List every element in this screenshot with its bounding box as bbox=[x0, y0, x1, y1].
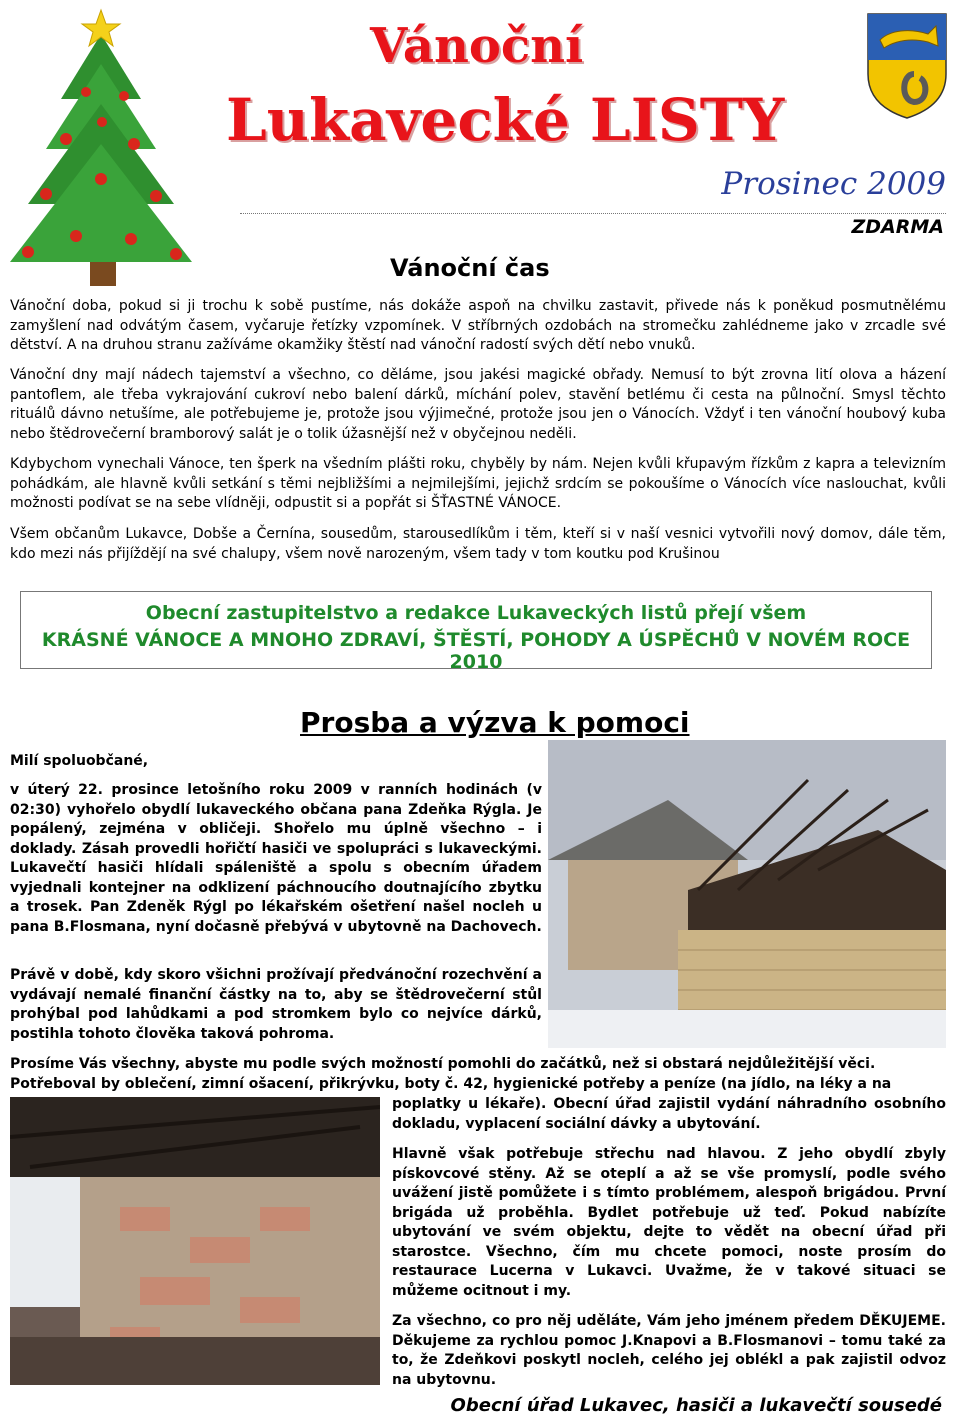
greeting-line1: Obecní zastupitelstvo a redakce Lukaveckých listů přejí všem bbox=[145, 602, 807, 624]
article-heading-christmas-time: Vánoční čas bbox=[390, 254, 550, 282]
appeal-paragraph: Hlavně však potřebuje střechu nad hlavou. Z jeho obydlí zbyly pískovcové stěny. Až se oteplí a až se vše promyslí, podle svého uvážení jistě pomůžete i s tímto problémem, alespoň brigádou. První brigáda už proběhla. Bydlet potřebuje už teď. Pokud nabízíte ubytování ve svém objektu, dejte to vědět na obecní úřad při starostce. Všechno, čím mu chcete pomoci, noste prosím do restaurace Lucerna v Lukavci. Uvažme, že v takové situaci se můžeme ocitnout i my. bbox=[392, 1146, 946, 1299]
christmas-tree-illustration bbox=[6, 4, 196, 289]
appeal-paragraph: v úterý 22. prosince letošního roku 2009 v ranních hodinách (v 02:30) vyhořelo obydlí lukaveckého občana pana Zdeňka Rýgla. Je popálený, zejména v obličeji. Shořelo mu úplně všechno – i doklady. Zásah provedli hořičtí hasiči ve spolupráci s lukaveckými. Lukavečtí hasiči hlídali spáleniště a spolu s obecním úřadem vyjednali kontejner na odklizení páchnoucího doutnajícího zbytku a trosek. Pan Zdeněk Rýgl po lékařském ošetření našel nocleh u pana B.Flosmana, nyní dočasně přebývá v ubytovně na Dachovech. bbox=[10, 782, 542, 935]
burned-interior-photo bbox=[10, 1097, 380, 1385]
appeal-paragraph-line2: Potřeboval by oblečení, zimní ošacení, přikrývku, boty č. 42, hygienické potřeby a peníze (na jídlo, na léky a na bbox=[10, 1076, 892, 1092]
christmas-greeting-box bbox=[20, 591, 932, 673]
appeal-paragraph: Právě v době, kdy skoro všichni prožívají předvánoční rozechvění a vydávají nemalé finanční částky na to, aby se štědrovečerní stůl prohýbal pod lahůdkami a pod stromkem bylo co nejvíce dárků, postihla tohoto člověka taková pohroma. bbox=[10, 967, 542, 1042]
coat-of-arms-emblem bbox=[866, 12, 948, 120]
burned-house-photo bbox=[548, 740, 946, 1048]
newsletter-title-line2: Lukavecké LISTY bbox=[226, 86, 785, 154]
article-paragraph: Kdybychom vynechali Vánoce, ten šperk na všedním plášti roku, chyběly by nám. Nejen kvůli křupavým řízkům z kapra a televizním pohádkám, ale hlavně kvůli setkání s těmi nejbližšími a nejmilejšími, jejichž srdcím se pokoušíme o Vánocích více naslouchat, kvůli možnosti podívat se na sebe vlídněji, odpustit si a popřát si ŠŤASTNÉ VÁNOCE. bbox=[10, 456, 946, 511]
article-paragraph: Všem občanům Lukavce, Dobše a Černína, sousedům, starousedlíkům i těm, kteří si v naší vesnici vytvořili nový domov, dále těm, kdo mezi nás přijíždějí na své chalupy, všem nově narozeným, všem tady v tom koutku pod Krušinou bbox=[10, 526, 946, 562]
greeting-line2: KRÁSNÉ VÁNOCE A MNOHO ZDRAVÍ, ŠTĚSTÍ, POHODY A ÚSPĚCHŮ V NOVÉM ROCE 2010 bbox=[41, 629, 911, 673]
appeal-paragraph: Za všechno, co pro něj uděláte, Vám jeho jménem předem DĚKUJEME. Děkujeme za rychlou pomoc J.Knapovi a B.Flosmanovi – tomu také za to, že Zdeňkovi poskytl nocleh, celého jej oblékl a pak zajistil odvoz na ubytovnu. bbox=[392, 1313, 946, 1388]
price-label: ZDARMA bbox=[851, 216, 944, 238]
article-heading-appeal: Prosba a výzva k pomoci bbox=[300, 706, 690, 739]
header-divider bbox=[240, 213, 946, 214]
appeal-paragraph: poplatky u lékaře). Obecní úřad zajistil vydání náhradního osobního dokladu, vyplacení sociální dávky a ubytování. bbox=[392, 1096, 946, 1132]
salutation: Milí spoluobčané, bbox=[10, 753, 149, 769]
appeal-paragraph-line1: Prosíme Vás všechny, abyste mu podle svých možností pomohli do začátků, než si obstará nejdůležitější věci. bbox=[10, 1056, 876, 1072]
newsletter-title-line1: Vánoční bbox=[370, 18, 584, 74]
signature: Obecní úřad Lukavec, hasiči a lukavečtí sousedé bbox=[450, 1395, 942, 1416]
article-paragraph: Vánoční doba, pokud si ji trochu k sobě pustíme, nás dokáže aspoň na chvilku zastavit, přivede nás k poněkud posmutnělému zamyšlení nad odvátým časem, vyčaruje řetízky vzpomínek. V stříbrných ozdobách na stromečku zahlédneme jako v zrcadle své dětství. A na druhou stranu zažíváme okamžiky štěstí nad vánoční radostí svých dětí nebo vnuků. bbox=[10, 298, 946, 353]
article-paragraph: Vánoční dny mají nádech tajemství a všechno, co děláme, jsou jakési magické obřady. Nemusí to být zrovna lití olova a házení pantoflem, ale třeba vykrajování cukroví nebo balení dárků, míchání polev, stavění betlému či cesta na půlnoční. Smysl těchto rituálů dávno netušíme, ale potřebujeme je, protože jsou výjimečné, protože jsou jen o Vánocích. Vždyť i ten vánoční houbový kuba nebo štědrovečerní bramborový salát je o tolik úžasnější než v obyčejnou neděli. bbox=[10, 367, 946, 442]
issue-month: Prosinec 2009 bbox=[721, 166, 946, 202]
